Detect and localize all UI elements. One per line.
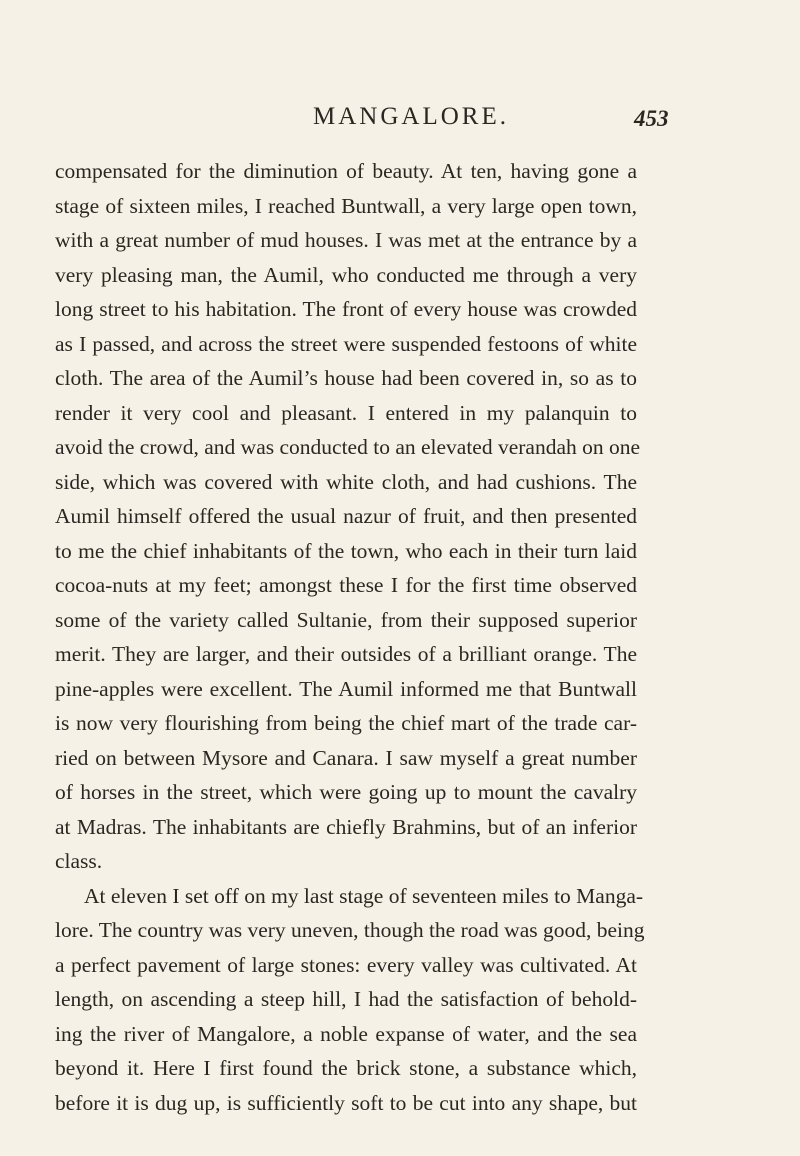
text-line: Aumil himself offered the usual nazur of fruit, and then presented (55, 504, 637, 528)
text-line: stage of sixteen miles, I reached Buntwall, a very large open town, (55, 193, 637, 218)
text-line: is now very flourishing from being the chief mart of the trade car- (55, 711, 637, 735)
text-line: ing the river of Mangalore, a noble expanse of water, and the sea (55, 1021, 637, 1046)
running-header (0, 100, 800, 134)
running-title: MANGALORE. (313, 103, 509, 130)
text-line: length, on ascending a steep hill, I had the satisfaction of behold- (55, 987, 637, 1011)
text-line: long street to his habitation. The front of every house was crowded (55, 297, 637, 321)
text-line: ried on between Mysore and Canara. I saw myself a great number (55, 745, 637, 770)
page-number: 453 (634, 106, 669, 131)
text-line: at Madras. The inhabitants are chiefly Brahmins, but of an inferior (55, 814, 637, 839)
text-line: render it very cool and pleasant. I entered in my palanquin to (55, 400, 637, 425)
text-line: avoid the crowd, and was conducted to an elevated verandah on one (55, 435, 641, 459)
text-line: cocoa-nuts at my feet; amongst these I for the first time observed (55, 573, 637, 597)
text-line: a perfect pavement of large stones: every valley was cultivated. At (55, 952, 637, 977)
text-line: to me the chief inhabitants of the town, who each in their turn laid (55, 538, 637, 563)
text-line: pine-apples were excellent. The Aumil informed me that Buntwall (55, 676, 637, 701)
text-line: side, which was covered with white cloth, and had cushions. The (55, 469, 637, 494)
text-line: as I passed, and across the street were suspended festoons of white (55, 331, 637, 356)
text-line: cloth. The area of the Aumil’s house had been covered in, so as to (55, 366, 637, 390)
text-line: lore. The country was very uneven, though the road was good, being (55, 918, 645, 942)
body-text (55, 154, 645, 1120)
text-line: merit. They are larger, and their outsides of a brilliant orange. The (55, 642, 637, 666)
text-line: with a great number of mud houses. I was met at the entrance by a (55, 228, 637, 252)
text-line: very pleasing man, the Aumil, who conducted me through a very (55, 262, 637, 287)
paragraph-start-line: At eleven I set off on my last stage of seventeen miles to Manga- (84, 883, 644, 908)
text-line: of horses in the street, which were going up to mount the cavalry (55, 780, 637, 804)
text-line: beyond it. Here I first found the brick stone, a substance which, (55, 1056, 637, 1080)
paragraph-end-line: class. (55, 849, 103, 873)
text-line: before it is dug up, is sufficiently soft to be cut into any shape, but (55, 1090, 637, 1115)
text-line: compensated for the diminution of beauty. At ten, having gone a (55, 159, 637, 183)
text-line: some of the variety called Sultanie, from their supposed superior (55, 607, 637, 632)
